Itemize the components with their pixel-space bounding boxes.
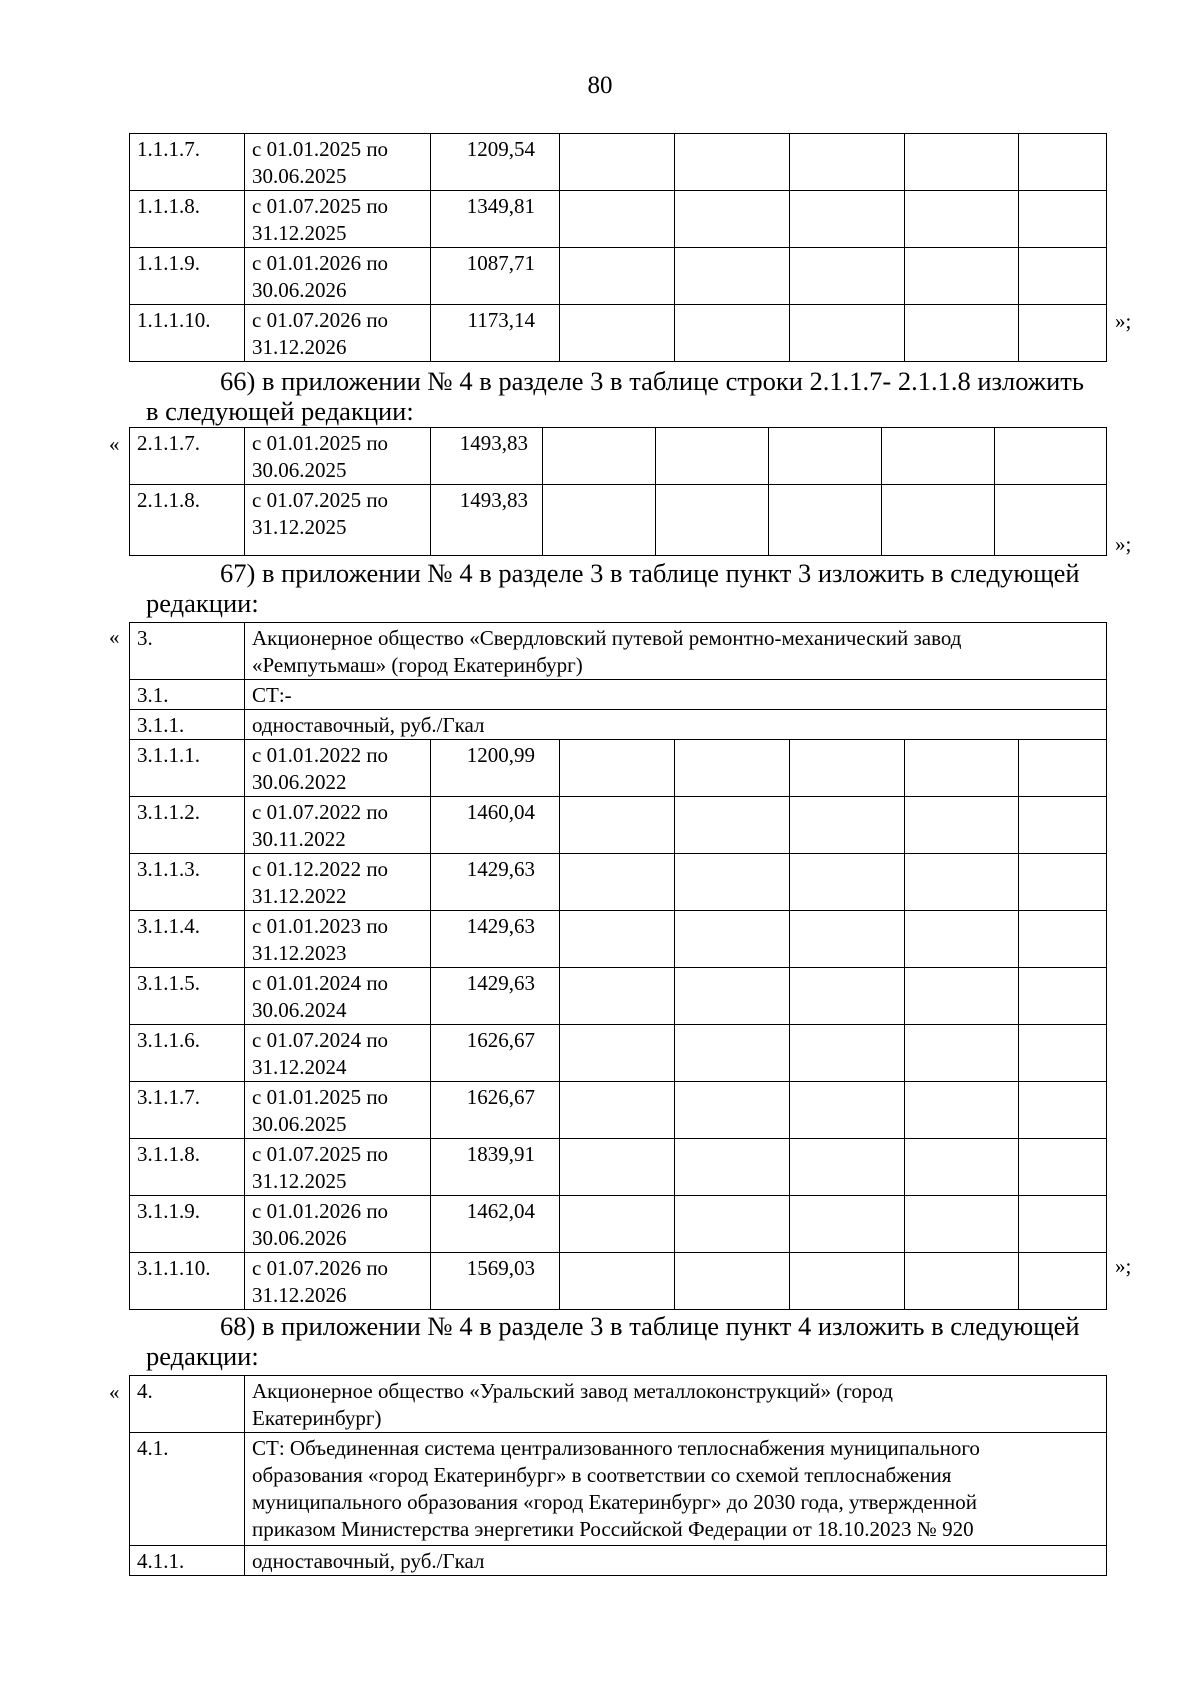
period-cell: с 01.01.2023 по 31.12.2023: [245, 911, 431, 968]
tariff-value: 1493,83: [431, 485, 543, 556]
row-number: 1.1.1.9.: [130, 248, 245, 305]
row-number: 4.1.: [130, 1433, 245, 1546]
system-row: [130, 680, 1107, 710]
table-row: [130, 1139, 1107, 1196]
row-number: 3.1.1.: [130, 710, 245, 740]
tariff-value: 1493,83: [431, 428, 543, 485]
tariff-value: 1839,91: [431, 1139, 560, 1196]
tariff-value: 1626,67: [431, 1025, 560, 1082]
row-number: 1.1.1.10.: [130, 305, 245, 362]
paragraph-68-line-1: 68) в приложении № 4 в разделе 3 в таблице пункт 4 изложить в следующей: [220, 1311, 1080, 1341]
organization-row: [130, 1376, 1107, 1433]
period-cell: с 01.12.2022 по 31.12.2022: [245, 854, 431, 911]
table-row: [130, 1025, 1107, 1082]
table-row: [130, 305, 1107, 362]
period-cell: с 01.07.2024 по 31.12.2024: [245, 1025, 431, 1082]
period-cell: с 01.01.2025 по 30.06.2025: [245, 134, 431, 191]
closing-quote: »;: [1115, 532, 1132, 556]
tariff-table-3: [129, 622, 1107, 1310]
tariff-value: 1460,04: [431, 797, 560, 854]
period-cell: с 01.07.2026 по 31.12.2026: [245, 1253, 431, 1310]
page-number: 80: [587, 72, 613, 99]
row-number: 3.1.1.3.: [130, 854, 245, 911]
period-cell: с 01.07.2025 по 31.12.2025: [245, 191, 431, 248]
tariff-value: 1200,99: [431, 740, 560, 797]
period-cell: с 01.07.2025 по 31.12.2025: [245, 1139, 431, 1196]
row-number: 4.1.1.: [130, 1546, 245, 1576]
row-number: 1.1.1.7.: [130, 134, 245, 191]
table-row: [130, 248, 1107, 305]
organization-row: [130, 623, 1107, 680]
period-cell: с 01.07.2022 по 30.11.2022: [245, 797, 431, 854]
paragraph-66-line-2: в следующей редакции:: [146, 396, 414, 426]
rate-type-row: [130, 710, 1107, 740]
row-number: 3.1.1.4.: [130, 911, 245, 968]
system-name: СТ:-: [245, 680, 1107, 710]
tariff-value: 1429,63: [431, 968, 560, 1025]
tariff-value: 1429,63: [431, 911, 560, 968]
closing-quote: »;: [1115, 1254, 1132, 1278]
table-row: [130, 854, 1107, 911]
tariff-table-2: [129, 427, 1107, 556]
closing-quote: »;: [1115, 309, 1132, 333]
row-number: 3.1.1.9.: [130, 1196, 245, 1253]
row-number: 3.1.1.6.: [130, 1025, 245, 1082]
table-row: [130, 968, 1107, 1025]
row-number: 4.: [130, 1376, 245, 1433]
row-number: 1.1.1.8.: [130, 191, 245, 248]
period-cell: с 01.01.2026 по 30.06.2026: [245, 248, 431, 305]
paragraph-68-line-2: редакции:: [146, 1341, 259, 1371]
tariff-value: 1209,54: [431, 134, 560, 191]
table-row: [130, 740, 1107, 797]
period-cell: с 01.01.2024 по 30.06.2024: [245, 968, 431, 1025]
tariff-value: 1349,81: [431, 191, 560, 248]
paragraph-66-line-1: 66) в приложении № 4 в разделе 3 в таблице строки 2.1.1.7- 2.1.1.8 изложить: [220, 366, 1084, 396]
row-number: 3.1.1.5.: [130, 968, 245, 1025]
tariff-value: 1429,63: [431, 854, 560, 911]
table-row: [130, 911, 1107, 968]
row-number: 2.1.1.7.: [130, 428, 245, 485]
tariff-value: 1173,14: [431, 305, 560, 362]
row-number: 3.1.1.7.: [130, 1082, 245, 1139]
opening-quote: «: [109, 1380, 120, 1404]
table-row: [130, 797, 1107, 854]
system-row: [130, 1433, 1107, 1546]
tariff-value: 1462,04: [431, 1196, 560, 1253]
table-row: [130, 485, 1107, 556]
row-number: 3.1.1.2.: [130, 797, 245, 854]
opening-quote: «: [109, 432, 120, 456]
organization-name: Акционерное общество «Свердловский путевой ремонтно-механический завод «Ремпутьмаш» (город Екатеринбург): [245, 623, 1107, 680]
tariff-table-4: [129, 1375, 1107, 1576]
paragraph-67-line-1: 67) в приложении № 4 в разделе 3 в таблице пункт 3 изложить в следующей: [220, 558, 1080, 588]
row-number: 3.: [130, 623, 245, 680]
row-number: 2.1.1.8.: [130, 485, 245, 556]
tariff-table-continuation: [129, 133, 1107, 362]
table-row: [130, 428, 1107, 485]
paragraph-67-line-2: редакции:: [146, 588, 259, 618]
tariff-value: 1626,67: [431, 1082, 560, 1139]
table-row: [130, 1082, 1107, 1139]
period-cell: с 01.07.2025 по 31.12.2025: [245, 485, 431, 556]
row-number: 3.1.1.1.: [130, 740, 245, 797]
rate-type: одноставочный, руб./Гкал: [245, 710, 1107, 740]
tariff-value: 1087,71: [431, 248, 560, 305]
period-cell: с 01.07.2026 по 31.12.2026: [245, 305, 431, 362]
table-row: [130, 1196, 1107, 1253]
period-cell: с 01.01.2026 по 30.06.2026: [245, 1196, 431, 1253]
table-row: [130, 191, 1107, 248]
period-cell: с 01.01.2022 по 30.06.2022: [245, 740, 431, 797]
row-number: 3.1.1.10.: [130, 1253, 245, 1310]
rate-type-row: [130, 1546, 1107, 1576]
table-row: [130, 134, 1107, 191]
period-cell: с 01.01.2025 по 30.06.2025: [245, 1082, 431, 1139]
system-name: СТ: Объединенная система централизованного теплоснабжения муниципального образования «город Екатеринбург» в соответствии со схемой теплоснабжения муниципального образования «город Екатеринбург» до 2030 года, утвержденной приказом Министерства энергетики Российской Федерации от 18.10.2023 № 920: [245, 1433, 1107, 1546]
period-cell: с 01.01.2025 по 30.06.2025: [245, 428, 431, 485]
rate-type: одноставочный, руб./Гкал: [245, 1546, 1107, 1576]
row-number: 3.1.: [130, 680, 245, 710]
organization-name: Акционерное общество «Уральский завод металлоконструкций» (город Екатеринбург): [245, 1376, 1107, 1433]
table-row: [130, 1253, 1107, 1310]
row-number: 3.1.1.8.: [130, 1139, 245, 1196]
tariff-value: 1569,03: [431, 1253, 560, 1310]
opening-quote: «: [109, 625, 120, 649]
